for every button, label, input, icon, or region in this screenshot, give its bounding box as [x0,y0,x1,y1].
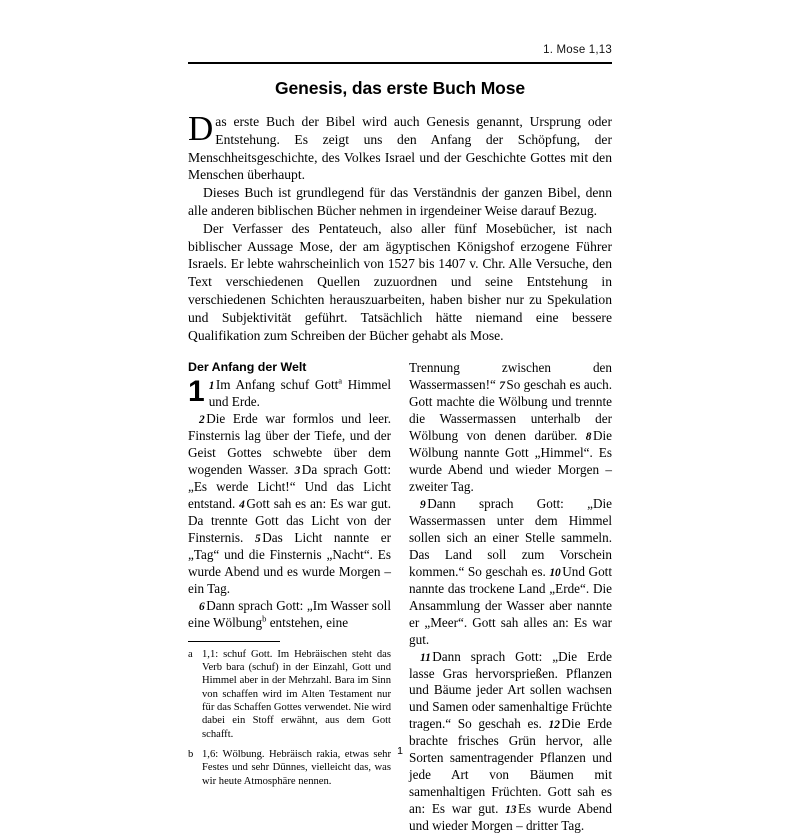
verse-text: Es wurde Abend und wieder Morgen – dritter Tag. [409,801,612,834]
verse-number: 8 [585,431,592,444]
drop-cap: D [188,109,214,148]
verse-number: 6 [199,600,205,613]
verse-number: 10 [549,566,561,579]
verse-number: 1 [208,380,215,393]
verse-number: 4 [239,498,245,511]
verse-paragraph [188,598,391,632]
verse-text: Im Anfang schuf Gott [215,377,339,393]
verse-text: Dann sprach Gott: „Die Wassermassen unter dem Himmel sollen sich an einer Stelle sammeln. Das Land soll zum Vorschein kommen.“ So geschah es. [409,495,612,579]
footnote-ref-b[interactable]: b [262,613,267,624]
verse-text-cont: entstehen, eine [266,614,349,630]
verse-text: Trennung zwischen den Wassermassen!“ [409,360,612,393]
column-left [188,360,391,835]
verse-paragraph [188,411,391,597]
verse-text: Gott sah es an: Es war gut. Da trennte Gott das Licht von der Finsternis. [188,495,391,545]
page-content [188,44,612,835]
verse-text: Dann sprach Gott: „Die Erde lasse Gras hervorsprießen. Pflanzen und Bäume jeder Art sollen wachsen und Samen oder samenhaltige Früchte tragen.“ So geschah es. [409,648,612,732]
footnote-separator [188,641,280,642]
verse-number: 3 [294,465,301,478]
footnotes-block [188,648,391,788]
verse-number: 13 [505,804,517,817]
verse-text: Das Licht nannte er „Tag“ und die Finsternis „Nacht“. Es wurde Abend und es wurde Morgen – ein Tag. [188,529,391,596]
header-rule [188,62,612,64]
verse-number: 7 [499,380,505,393]
page-number: 1 [397,745,403,757]
footnote-text: 1,6: Wölbung. Hebräisch rakia, etwas sehr Festes und sehr Dünnes, vielleicht das, was wir heute Atmosphäre nennen. [202,749,391,787]
introduction-text [188,109,612,344]
verse-paragraph [409,649,612,835]
verse-text: Da sprach Gott: „Es werde Licht!“ Und das Licht entstand. [188,462,392,511]
footnote-ref-a[interactable]: a [338,375,343,386]
verse-text: So geschah es auch. Gott machte die Wölbung und trennte die Wassermassen unterhalb der Wölbung von denen darüber. [409,377,613,444]
footnote-marker: a [188,648,193,660]
verse-number: 9 [420,498,426,511]
footnote-text: 1,1: schuf Gott. Im Hebräischen steht das Verb bara (schuf) in der Einzahl, Gott und Himmel aber in der Mehrzahl. Bara im Sinn von schaffen wird im Alten Testament nur für das Schaffen Gottes verwendet. Nie wird dabei ein Stoff erwähnt, aus dem Gott schafft. [202,648,391,740]
verse-text: Und Gott nannte das trockene Land „Erde“. Die Ansammlung der Wasser aber nannte er „Meer“. Gott sah alles an: Es war gut. [409,563,612,647]
verse-number: 11 [420,651,431,664]
two-column-body [188,360,612,835]
section-heading: Der Anfang der Welt [188,360,307,375]
chapter-number: 1 [188,375,205,409]
footnote-marker: b [188,749,194,760]
verse-text: Die Wölbung nannte Gott „Himmel“. Es wurde Abend und wieder Morgen – zweiter Tag. [409,428,612,495]
verse-text: Die Erde brachte frisches Grün hervor, alle Sorten samentragender Pflanzen und jede Art von Bäumen mit samenhaltigen Früchten. Gott sah es an: Es war gut. [409,716,613,817]
footnote-item [188,648,391,741]
intro-paragraph-text: as erste Buch der Bibel wird auch Genesis genannt, Ursprung oder Entstehung. Es zeigt uns den Anfang der Schöpfung, der Menschheitsgeschichte, des Volkes Israel und der Geschichte Gottes mit den Menschen überhaupt. [188,114,612,183]
running-head: 1. Mose 1,13 [543,44,612,56]
verse-paragraph [409,360,612,496]
verse-text-cont: Himmel und Erde. [208,377,391,410]
verse-paragraph [188,377,391,411]
verse-text: Die Erde war formlos und leer. Finsternis lag über der Tiefe, und der Geist Gottes schwebte über dem wogenden Wasser. [188,411,391,478]
verse-text: Dann sprach Gott: „Im Wasser soll eine Wölbung [188,597,391,630]
intro-paragraph: Der Verfasser des Pentateuch, also aller fünf Mosebücher, ist nach biblischer Aussage Mose, der am ägyptischen Königshof erzogene Führer Israels. Er lebte wahrscheinlich von 1527 bis 1407 v. Chr. Alle Versuche, den Text verschiedenen Quellen zuzuordnen und seine Entstehung in verschiedenen Schichten herauszuarbeiten, haben bisher nur zu Spekulation und Subjektivität geführt. Tatsächlich hätte niemand eine bessere Qualifikation zum Schreiben der Bücher gehabt als Mose. [188,220,612,343]
intro-paragraph [188,109,612,184]
page-title: Genesis, das erste Buch Mose [274,78,526,98]
verse-paragraph [409,496,612,649]
verse-number: 5 [255,532,261,545]
column-right [409,360,612,835]
verse-number: 2 [199,414,205,427]
verse-number: 12 [548,719,560,732]
intro-paragraph: Dieses Buch ist grundlegend für das Verständnis der ganzen Bibel, denn alle anderen biblischen Bücher nehmen in irgendeiner Weise darauf Bezug. [188,185,612,218]
